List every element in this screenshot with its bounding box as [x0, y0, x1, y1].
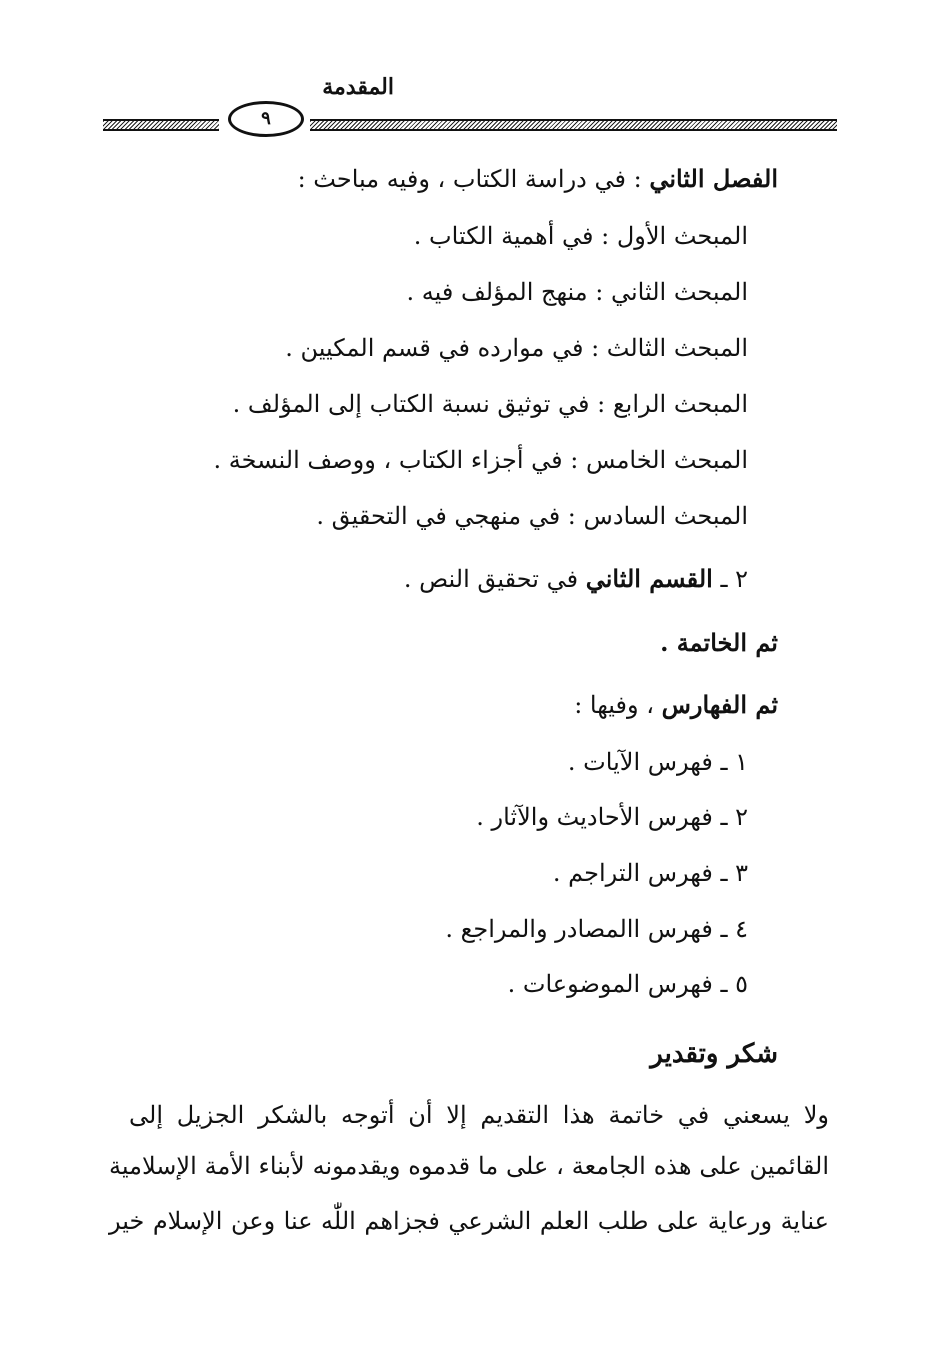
thanks-line-3: عناية ورعاية على طلب العلم الشرعي فجزاهم اللّٰه عنا وعن الإسلام خير — [109, 1207, 829, 1235]
page-number-badge — [228, 101, 304, 137]
part-two-text: في تحقيق النص . — [403, 565, 579, 593]
page-number: ٩ — [261, 108, 271, 129]
thanks-heading: شكر وتقدير — [650, 1039, 778, 1069]
indexes-text: ، وفيها : — [574, 691, 654, 719]
indexes-line — [574, 689, 778, 721]
index-item-1: ١ ـ فهرس الآيات . — [567, 748, 748, 776]
chapter-two-label: الفصل الثاني — [649, 164, 778, 193]
section-3: المبحث الثالث : في موارده في قسم المكيين . — [285, 334, 748, 362]
header-rule-left — [103, 119, 219, 131]
running-title: المقدمة — [322, 74, 394, 100]
section-2: المبحث الثاني : منهج المؤلف فيه . — [406, 278, 748, 306]
index-item-5: ٥ ـ فهرس الموضوعات . — [507, 970, 748, 998]
part-two-number: ٢ ـ — [720, 565, 748, 593]
conclusion-line: ثم الخاتمة . — [660, 628, 778, 657]
thanks-line-2: القائمين على هذه الجامعة ، على ما قدموه ويقدمونه لأبناء الأمة الإسلامية — [109, 1152, 829, 1180]
section-4: المبحث الرابع : في توثيق نسبة الكتاب إلى المؤلف . — [232, 390, 748, 418]
index-item-2: ٢ ـ فهرس الأحاديث والآثار . — [476, 803, 748, 831]
header-rule-right — [310, 119, 837, 131]
section-6: المبحث السادس : في منهجي في التحقيق . — [316, 502, 748, 530]
index-item-3: ٣ ـ فهرس التراجم . — [552, 859, 748, 887]
part-two-line — [404, 563, 748, 595]
index-item-4: ٤ ـ فهرس االمصادر والمراجع . — [445, 915, 748, 943]
section-5: المبحث الخامس : في أجزاء الكتاب ، ووصف النسخة . — [213, 446, 748, 474]
section-1: المبحث الأول : في أهمية الكتاب . — [413, 222, 748, 250]
thanks-line-1: ولا يسعني في خاتمة هذا التقديم إلا أن أتوجه بالشكر الجزيل إلى — [129, 1101, 829, 1129]
chapter-two-line — [298, 163, 778, 195]
chapter-two-text: : في دراسة الكتاب ، وفيه مباحث : — [297, 165, 642, 193]
indexes-label: ثم الفهارس — [661, 690, 778, 719]
part-two-label: القسم الثاني — [585, 564, 713, 593]
